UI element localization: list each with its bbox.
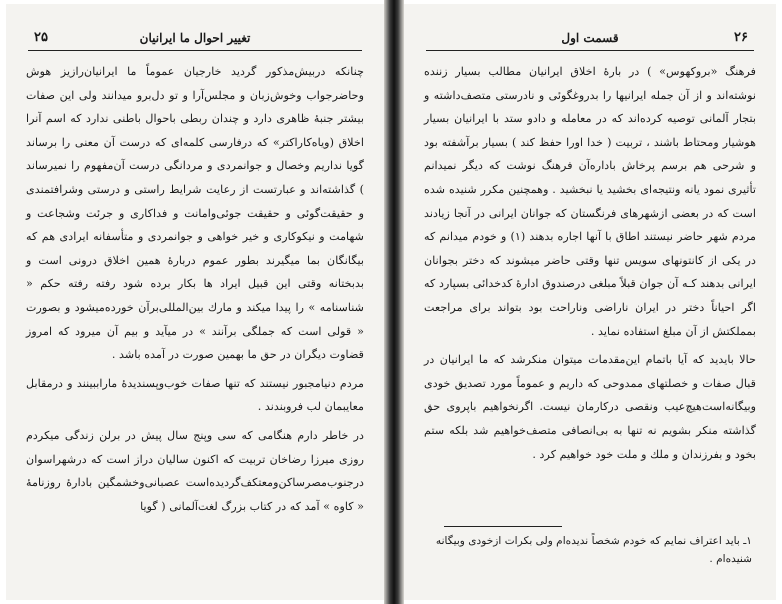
paragraph: چنانکه دربیش‌مذکور گردید خارجیان عموماً ما ایرانیان‌رازیز هوش وحاضرجواب وخوش‌زبان و مجلس‌آرا و تو دل‌برو میدانند ولی این صفات بیشتر جنبهٔ ظاهری دارد و چندان ربطی باحوال باطنی ندارد که اسم آنرا اخلاق (ویاه‌کاراکتر» که درفارسی کلمه‌ای که درست آن معنی را برساند گویا نداریم وخصال و جوانمردی و مردانگی درست آن‌مفهوم را نمیرساند ) گذاشته‌اند و عبارتست از رعایت شرایط راستی و درستی وشرافتمندی و حقیقت‌گوئی و حقیقت جوئی‌وامانت و فداکاری و جرئت وشجاعت و شهامت و نیکوکاری و خیر خواهی و جوانمردی و متأسفانه ایرادی هم که بیگانگان بما میگیرند بطور عموم دربارهٔ همین اخلاق درونی است و بدبختانه وقتی این قبیل ایراد ها بکار برده شود رفته رفته حکم « شناسنامه » را پیدا میکند و مارك بین‌المللی‌برآن خورده‌میشود و بصورت « قولی است که جملگی برآنند » در میآید و بیم آن میرود که امروز قضاوت دیگران در حق ما بهمین صورت در آمده باشد . xyxy=(26,65,364,362)
page-header xyxy=(426,30,754,51)
right-page xyxy=(404,4,776,600)
footnote-divider xyxy=(444,526,562,527)
paragraph: فرهنگ «بروکهوس» ) در بارهٔ اخلاق ایرانیان مطالب بسیار زننده نوشته‌اند و از آن جمله ایرانیها را بدروغگوئی و نادرستی متصف‌داشته و بتجار آلمانی توصیه کرده‌اند که در معامله و دادو ستد با ایرانیان بسیار هوشیار ومحتاط باشند ، تربیت ( خدا اورا حفظ کند ) بسیار برآشفته بود و شرحی هم برسم پرخاش باداره‌آن فرهنگ نوشت که دیگر نمیدانم تأثیری نمود یانه ونتیجه‌ای بخشید یا نبخشید . وهمچنین مکرر شنیده شده است که در بعضی ازشهرهای فرنگستان که جوانان ایرانی در آنجا زیادند مردم شهر حاضر نیستند اطاق با آنها اجاره بدهند (۱) و خودم میدانم که در یکی از کانتونهای سویس تنها وقتی حاضر میشوند که دختر بجوانان ایرانی بدهند کـه آن جوان قبلاً مبلغی درصندوق ادارهٔ کدخدائی بسپارد که اگر احیاناً دختر در ایران ناراضی وناراحت بود بتواند برای مراجعت بمملکتش از آن مبلغ استفاده نماید . xyxy=(424,65,757,338)
left-page xyxy=(6,4,384,600)
paragraph: حالا بایدید که آیا باتمام این‌مقدمات میتوان منکرشد که ما ایرانیان در قبال صفات و خصلتهای ممدوحی که داریم و عموماً مورد تصدیق خودی وبیگانه‌است‌هیچ‌عیب ونقصی درکارمان نیست. اگرنخواهیم باپروی حق گذاشته منکر بشویم نه تنها به بی‌انصافی متصف‌خواهیم شد بلکه ستم بخود و بفرزندان و ملك و ملت خود خواهیم کرد . xyxy=(424,353,756,461)
paragraph: مردم دنیامجبور نیستند که تنها صفات خوب‌وپسندیدهٔ ماراببینند و درمقابل معایبمان لب فروبندند . xyxy=(26,376,364,414)
paragraph: در خاطر دارم هنگامی که سی وپنج سال پیش در برلن زندگی میکردم روزی میرزا رضاخان تربیت که اکنون سالیان دراز است که درشهراسوان درجنوب‌مصرساکن‌ومعتکف‌گردیده‌است عصبانی‌وخشمگین بادارهٔ روزنامهٔ « کاوه » آمد که در کتاب بزرگ لغت‌آلمانی ( گویا xyxy=(26,428,364,513)
page-number: ۲۶ xyxy=(734,30,748,45)
page-header xyxy=(28,30,362,51)
footnote: ۱ـ باید اعتراف نمایم که خودم شخصاً ندیده‌ام ولی بکرات ازخودی وبیگانه شنیده‌ام . xyxy=(435,535,752,565)
running-title: قسمت اول xyxy=(561,31,619,45)
body-text xyxy=(26,60,364,518)
page-number: ۲۵ xyxy=(34,30,48,45)
running-title: تغییر احوال ما ایرانیان xyxy=(139,31,251,45)
body-text xyxy=(424,60,756,466)
book-gutter xyxy=(384,0,404,604)
